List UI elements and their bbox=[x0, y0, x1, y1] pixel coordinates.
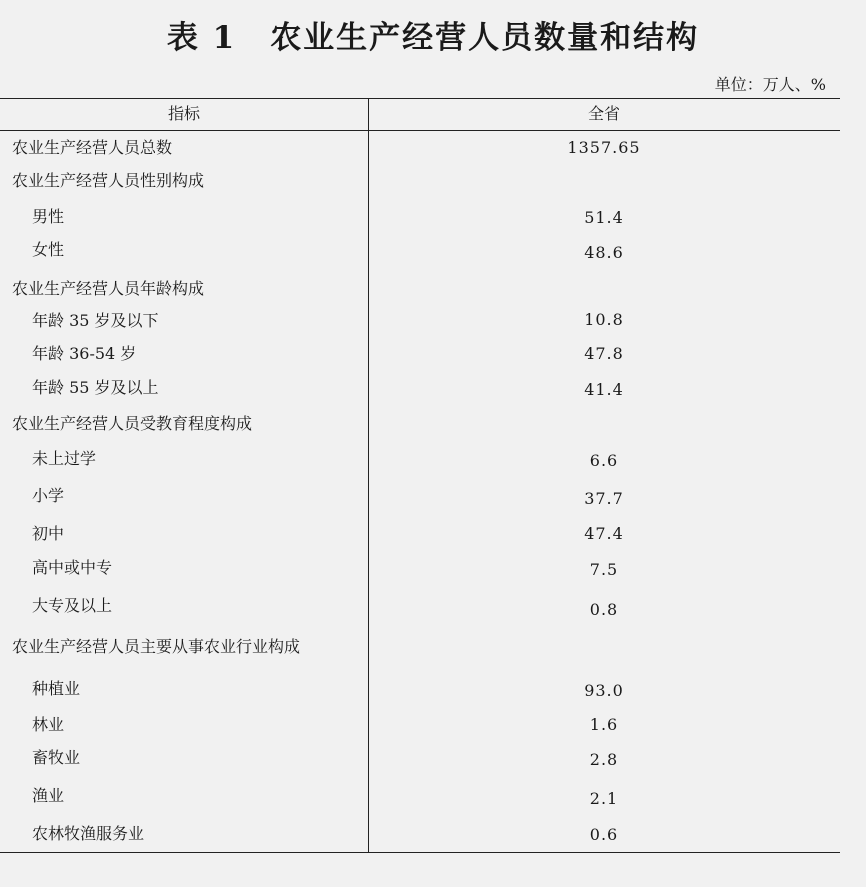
row-label-junior-high: 初中 bbox=[32, 524, 65, 543]
row-label-age-group: 农业生产经营人员年龄构成 bbox=[12, 279, 205, 298]
row-label-primary: 小学 bbox=[32, 486, 65, 505]
row-label-livestock: 畜牧业 bbox=[32, 748, 81, 767]
row-label-gender-group: 农业生产经营人员性别构成 bbox=[12, 171, 205, 190]
row-label-planting: 种植业 bbox=[32, 679, 81, 698]
row-value-no-school: 6.6 bbox=[589, 451, 619, 470]
row-value-livestock: 2.8 bbox=[589, 750, 619, 769]
header-indicator: 指标 bbox=[167, 104, 200, 123]
table-number: 表 1 bbox=[166, 20, 237, 56]
row-label-female: 女性 bbox=[32, 240, 65, 259]
row-value-forestry: 1.6 bbox=[589, 715, 619, 734]
row-value-senior-high: 7.5 bbox=[589, 560, 619, 579]
row-value-total: 1357.65 bbox=[567, 138, 641, 157]
table-title bbox=[0, 12, 866, 57]
row-value-age-35-below: 10.8 bbox=[584, 310, 624, 329]
row-value-primary: 37.7 bbox=[584, 489, 624, 508]
row-label-services: 农林牧渔服务业 bbox=[32, 824, 145, 843]
row-value-fishery: 2.1 bbox=[589, 789, 619, 808]
header-bottom-rule bbox=[0, 130, 840, 131]
row-value-female: 48.6 bbox=[584, 243, 624, 262]
header-province: 全省 bbox=[587, 104, 620, 123]
table-title-text: 农业生产经营人员数量和结构 bbox=[270, 20, 700, 56]
row-label-no-school: 未上过学 bbox=[32, 449, 97, 468]
row-label-male: 男性 bbox=[32, 207, 65, 226]
row-label-age-36-54: 年龄 36-54 岁 bbox=[32, 344, 137, 363]
row-value-college: 0.8 bbox=[589, 600, 619, 619]
row-value-junior-high: 47.4 bbox=[584, 524, 624, 543]
row-value-age-55-above: 41.4 bbox=[584, 380, 624, 399]
row-label-forestry: 林业 bbox=[32, 715, 65, 734]
row-value-male: 51.4 bbox=[584, 208, 624, 227]
row-label-age-35-below: 年龄 35 岁及以下 bbox=[32, 311, 159, 330]
row-value-planting: 93.0 bbox=[584, 681, 624, 700]
unit-label: 单位：万人、% bbox=[714, 75, 826, 94]
row-value-services: 0.6 bbox=[589, 825, 619, 844]
row-label-age-55-above: 年龄 55 岁及以上 bbox=[32, 378, 159, 397]
row-label-industry-group: 农业生产经营人员主要从事农业行业构成 bbox=[12, 637, 301, 656]
row-value-age-36-54: 47.8 bbox=[584, 344, 624, 363]
row-label-education-group: 农业生产经营人员受教育程度构成 bbox=[12, 414, 253, 433]
row-label-total: 农业生产经营人员总数 bbox=[12, 138, 173, 157]
row-label-senior-high: 高中或中专 bbox=[32, 558, 113, 577]
row-label-fishery: 渔业 bbox=[32, 786, 65, 805]
table-bottom-rule bbox=[0, 852, 840, 853]
row-label-college: 大专及以上 bbox=[32, 596, 113, 615]
